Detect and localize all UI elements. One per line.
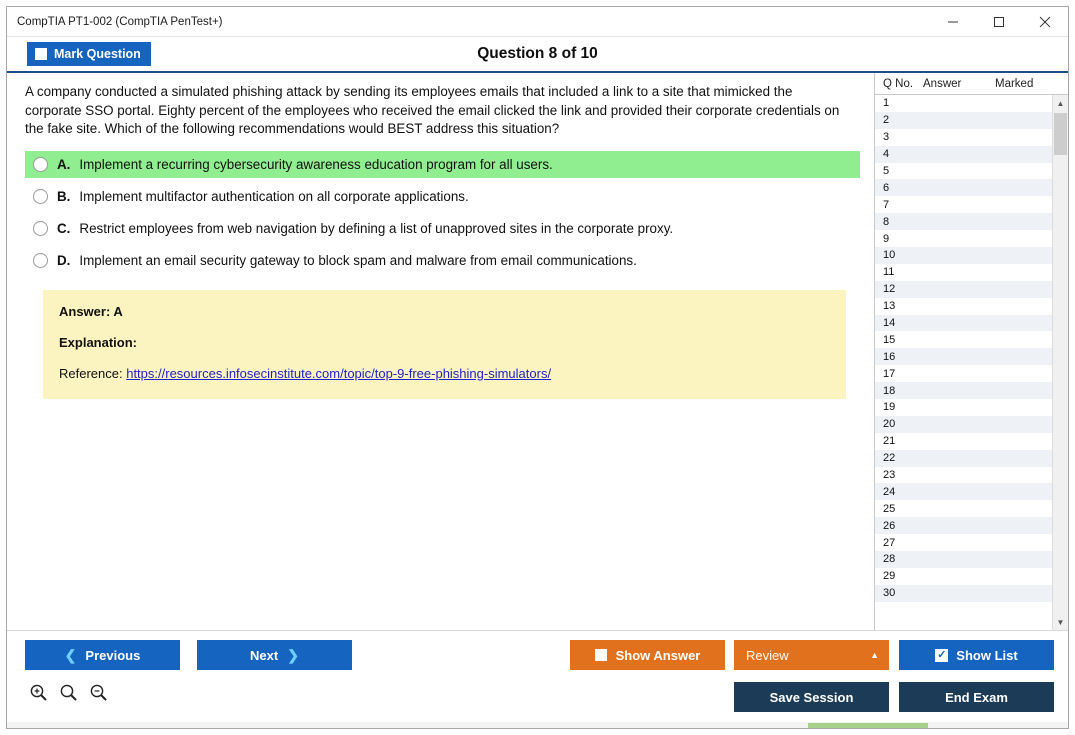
show-answer-checkbox-icon: [595, 649, 607, 661]
maximize-icon[interactable]: [976, 7, 1022, 36]
table-row[interactable]: [875, 146, 1052, 163]
scroll-down-icon[interactable]: ▼: [1053, 614, 1069, 630]
table-row[interactable]: [875, 129, 1052, 146]
cell-qno: 29: [883, 570, 896, 583]
cell-qno: 23: [883, 469, 896, 482]
table-row[interactable]: [875, 315, 1052, 332]
table-row[interactable]: [875, 196, 1052, 213]
chevron-down-icon: ▲: [870, 650, 879, 660]
show-answer-button[interactable]: [570, 640, 725, 670]
radio-icon[interactable]: [33, 253, 48, 268]
cell-qno: 27: [883, 536, 896, 549]
scroll-thumb[interactable]: [1054, 113, 1067, 155]
cell-qno: 10: [883, 249, 896, 262]
cell-qno: 28: [883, 553, 896, 566]
chevron-right-icon: ❯: [287, 647, 299, 663]
choice-a-text: Implement a recurring cybersecurity awareness education program for all users.: [79, 156, 553, 172]
answer-panel: [43, 290, 846, 399]
save-session-label: Save Session: [769, 689, 854, 705]
zoom-in-icon[interactable]: [29, 683, 48, 707]
mark-question-button[interactable]: [27, 42, 151, 66]
table-row[interactable]: [875, 416, 1052, 433]
table-row[interactable]: [875, 264, 1052, 281]
check-icon: ✓: [937, 648, 947, 661]
table-row[interactable]: [875, 382, 1052, 399]
cell-qno: 22: [883, 452, 896, 465]
cell-qno: 26: [883, 519, 896, 532]
table-row[interactable]: [875, 433, 1052, 450]
cell-qno: 4: [883, 148, 890, 161]
cell-qno: 15: [883, 333, 896, 346]
next-button[interactable]: [197, 640, 352, 670]
previous-button[interactable]: [25, 640, 180, 670]
previous-label: Previous: [85, 647, 141, 663]
choice-d[interactable]: [25, 247, 860, 274]
cell-qno: 21: [883, 435, 896, 448]
scroll-up-icon[interactable]: ▲: [1053, 95, 1069, 111]
chevron-left-icon: ❮: [64, 647, 77, 663]
review-dropdown[interactable]: [734, 640, 889, 670]
minimize-icon[interactable]: [930, 7, 976, 36]
title-bar: [7, 7, 1068, 37]
answer-label: Answer: A: [59, 303, 123, 319]
window-title: CompTIA PT1-002 (CompTIA PenTest+): [17, 15, 223, 28]
cell-qno: 16: [883, 350, 896, 363]
reference-label: Reference:: [59, 365, 123, 381]
zoom-controls: [29, 683, 108, 707]
table-row[interactable]: [875, 500, 1052, 517]
choice-b-text: Implement multifactor authentication on all corporate applications.: [79, 188, 469, 204]
mark-question-label: Mark Question: [54, 47, 141, 61]
choice-d-letter: D.: [57, 252, 71, 268]
cell-qno: 3: [883, 131, 890, 144]
table-row[interactable]: [875, 230, 1052, 247]
table-row[interactable]: [875, 534, 1052, 551]
review-label: Review: [746, 647, 789, 663]
exam-body: [7, 73, 1068, 630]
radio-icon[interactable]: [33, 221, 48, 236]
table-row[interactable]: [875, 163, 1052, 180]
question-list-body: [875, 95, 1068, 630]
zoom-reset-icon[interactable]: [59, 683, 78, 707]
table-row[interactable]: [875, 348, 1052, 365]
cell-qno: 11: [883, 266, 895, 279]
cell-qno: 2: [883, 114, 890, 127]
save-session-button[interactable]: [734, 682, 889, 712]
table-row[interactable]: [875, 247, 1052, 264]
radio-icon[interactable]: [33, 189, 48, 204]
question-list-panel: [875, 73, 1068, 630]
choice-b[interactable]: [25, 183, 860, 210]
table-row[interactable]: [875, 95, 1052, 112]
table-row[interactable]: [875, 331, 1052, 348]
mark-checkbox-icon: [35, 48, 47, 60]
reference-link[interactable]: https://resources.infosecinstitute.com/topic/top-9-free-phishing-simulators/: [126, 365, 552, 381]
cell-qno: 20: [883, 418, 896, 431]
choice-c-text: Restrict employees from web navigation by defining a list of unapproved sites in the corporate proxy.: [79, 220, 674, 236]
table-row[interactable]: [875, 483, 1052, 500]
radio-icon[interactable]: [33, 157, 48, 172]
next-label: Next: [250, 647, 279, 663]
table-row[interactable]: [875, 281, 1052, 298]
cell-qno: 9: [883, 232, 890, 245]
column-header-qno: Q No.: [883, 77, 914, 90]
table-row[interactable]: [875, 568, 1052, 585]
cell-qno: 30: [883, 587, 896, 600]
question-list-header: [875, 73, 1068, 95]
question-area: [7, 73, 874, 630]
table-row[interactable]: [875, 213, 1052, 230]
cell-qno: 25: [883, 502, 896, 515]
choice-c[interactable]: [25, 215, 860, 242]
show-answer-label: Show Answer: [615, 647, 701, 663]
question-header: [7, 37, 1068, 73]
column-header-marked: Marked: [995, 77, 1034, 90]
cell-qno: 6: [883, 181, 890, 194]
cell-qno: 1: [883, 97, 890, 110]
cell-qno: 8: [883, 215, 890, 228]
table-row[interactable]: [875, 585, 1052, 602]
end-exam-button[interactable]: [899, 682, 1054, 712]
show-list-label: Show List: [956, 647, 1018, 663]
choice-a-letter: A.: [57, 156, 71, 172]
cell-qno: 19: [883, 401, 896, 414]
cell-qno: 14: [883, 317, 896, 330]
cell-qno: 5: [883, 165, 890, 177]
exam-window: [6, 6, 1069, 729]
scroll-track[interactable]: [1053, 111, 1069, 614]
cell-qno: 18: [883, 384, 896, 397]
table-row[interactable]: [875, 399, 1052, 416]
show-list-button[interactable]: [899, 640, 1054, 670]
choice-a[interactable]: [25, 151, 860, 178]
question-list-scrollbar[interactable]: [1052, 95, 1068, 630]
cell-qno: 13: [883, 300, 896, 313]
question-content: [7, 73, 875, 630]
explanation-label: Explanation:: [59, 334, 138, 350]
footer-toolbar: [7, 630, 1068, 728]
table-row[interactable]: [875, 179, 1052, 196]
table-row[interactable]: [875, 450, 1052, 467]
cell-qno: 24: [883, 485, 896, 498]
table-row[interactable]: [875, 298, 1052, 315]
choice-b-letter: B.: [57, 188, 71, 204]
taskbar-indicator: [808, 723, 928, 728]
table-row[interactable]: [875, 365, 1052, 382]
table-row[interactable]: [875, 467, 1052, 484]
zoom-out-icon[interactable]: [89, 683, 108, 707]
choice-list: [25, 151, 860, 274]
cell-qno: 12: [883, 283, 896, 296]
table-row[interactable]: [875, 551, 1052, 568]
choice-d-text: Implement an email security gateway to block spam and malware from email communications.: [79, 252, 637, 268]
page-title: Question 8 of 10: [477, 45, 598, 62]
reference-line: [59, 366, 830, 381]
close-icon[interactable]: [1022, 7, 1068, 36]
question-stem: A company conducted a simulated phishing attack by sending its employees emails that included a link to a site that mimicked the corporate SSO portal. Eighty percent of the employees who received the email clicked the link and provided their corporate credentials on the fake site. Which of the following recommendations would BEST address this situation?: [25, 84, 840, 136]
choice-c-letter: C.: [57, 220, 71, 236]
table-row[interactable]: [875, 517, 1052, 534]
cell-qno: 7: [883, 198, 890, 211]
table-row[interactable]: [875, 112, 1052, 129]
cell-qno: 17: [883, 367, 896, 380]
column-header-answer: Answer: [923, 77, 962, 90]
question-rows: [875, 95, 1052, 630]
end-exam-label: End Exam: [945, 689, 1008, 705]
